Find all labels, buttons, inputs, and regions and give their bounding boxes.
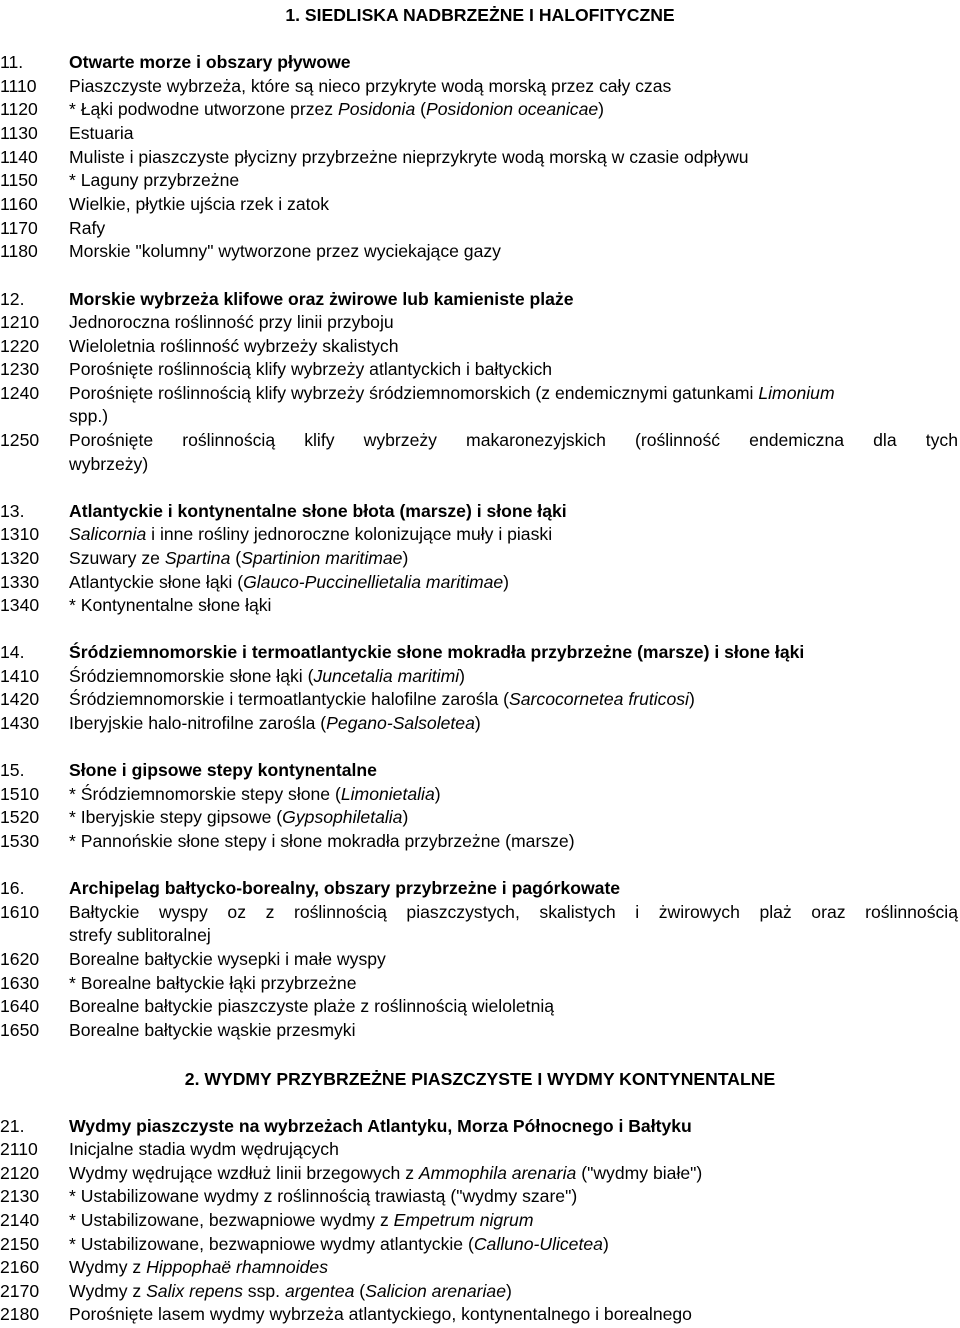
section-heading bbox=[0, 1114, 960, 1138]
habitat-name: Inicjalne stadia wydm wędrujących bbox=[69, 1139, 339, 1159]
section-title: Archipelag bałtycko-borealny, obszary przybrzeżne i pagórkowate bbox=[69, 878, 621, 898]
habitat-row bbox=[0, 664, 960, 688]
habitat-code: 1410 bbox=[0, 666, 40, 686]
habitat-name: * Ustabilizowane, bezwapniowe wydmy atlantyckie (Calluno-Ulicetea) bbox=[69, 1234, 609, 1254]
section-title: Otwarte morze i obszary pływowe bbox=[69, 52, 351, 72]
habitat-name: * Laguny przybrzeżne bbox=[69, 170, 240, 190]
section-number: 14. bbox=[0, 642, 25, 662]
habitat-row bbox=[0, 216, 960, 240]
habitat-name: Śródziemnomorskie i termoatlantyckie halofilne zarośla (Sarcocornetea fruticosi) bbox=[69, 689, 695, 709]
habitat-name: Porośnięte roślinnością klify wybrzeży makaronezyjskich (roślinność endemiczna dla tych bbox=[69, 430, 958, 450]
habitat-row bbox=[0, 947, 960, 971]
habitat-code: 1640 bbox=[0, 996, 40, 1016]
section-number: 13. bbox=[0, 501, 25, 521]
habitat-name: * Pannońskie słone stepy i słone mokradła przybrzeżne (marsze) bbox=[69, 831, 575, 851]
habitat-row bbox=[0, 1255, 960, 1279]
habitat-code: 1140 bbox=[0, 147, 38, 167]
habitat-name: Wydmy wędrujące wzdłuż linii brzegowych z Ammophila arenaria ("wydmy białe") bbox=[69, 1163, 703, 1183]
habitat-name: Atlantyckie słone łąki (Glauco-Puccinellietalia maritimae) bbox=[69, 572, 510, 592]
habitat-code: 1250 bbox=[0, 430, 40, 450]
habitat-name: Estuaria bbox=[69, 123, 134, 143]
habitat-row bbox=[0, 1184, 960, 1208]
habitat-code: 1630 bbox=[0, 973, 40, 993]
habitat-code: 1340 bbox=[0, 595, 40, 615]
habitat-row bbox=[0, 97, 960, 121]
section-number: 12. bbox=[0, 289, 25, 309]
habitat-row bbox=[0, 428, 960, 452]
habitat-code: 1330 bbox=[0, 572, 40, 592]
habitat-code: 2180 bbox=[0, 1304, 40, 1324]
habitat-row bbox=[0, 1232, 960, 1256]
habitat-row bbox=[0, 711, 960, 735]
habitat-name: * Kontynentalne słone łąki bbox=[69, 595, 272, 615]
habitat-name: Śródziemnomorskie słone łąki (Juncetalia maritimi) bbox=[69, 666, 465, 686]
habitat-code: 2150 bbox=[0, 1234, 40, 1254]
habitat-row bbox=[0, 900, 960, 924]
habitat-code: 1220 bbox=[0, 336, 40, 356]
habitat-code: 1320 bbox=[0, 548, 40, 568]
habitat-name: * Iberyjskie stepy gipsowe (Gypsophiletalia) bbox=[69, 807, 409, 827]
habitat-name: Borealne bałtyckie wysepki i małe wyspy bbox=[69, 949, 386, 969]
habitat-name: * Ustabilizowane wydmy z roślinnością trawiastą ("wydmy szare") bbox=[69, 1186, 578, 1206]
habitat-name-continued: wybrzeży) bbox=[69, 454, 149, 474]
habitat-row bbox=[0, 546, 960, 570]
habitat-code: 1180 bbox=[0, 241, 38, 261]
habitat-row-continued bbox=[0, 452, 960, 476]
habitat-name: * Ustabilizowane, bezwapniowe wydmy z Empetrum nigrum bbox=[69, 1210, 534, 1230]
habitat-code: 2130 bbox=[0, 1186, 40, 1206]
habitat-row bbox=[0, 168, 960, 192]
section-heading bbox=[0, 50, 960, 74]
habitat-code: 1240 bbox=[0, 383, 40, 403]
habitat-row bbox=[0, 192, 960, 216]
habitat-code: 1620 bbox=[0, 949, 40, 969]
section-title: Słone i gipsowe stepy kontynentalne bbox=[69, 760, 377, 780]
habitat-row bbox=[0, 74, 960, 98]
section-heading bbox=[0, 287, 960, 311]
habitat-name: Wydmy z Salix repens ssp. argentea (Salicion arenariae) bbox=[69, 1281, 512, 1301]
habitat-name: Szuwary ze Spartina (Spartinion maritimae) bbox=[69, 548, 409, 568]
habitat-row bbox=[0, 381, 960, 405]
section-number: 15. bbox=[0, 760, 25, 780]
habitat-code: 1530 bbox=[0, 831, 40, 851]
habitat-name: Wydmy z Hippophaë rhamnoides bbox=[69, 1257, 328, 1277]
habitat-row bbox=[0, 829, 960, 853]
habitat-code: 1650 bbox=[0, 1020, 40, 1040]
chapter-title: 1. SIEDLISKA NADBRZEŻNE I HALOFITYCZNE bbox=[285, 5, 675, 25]
section-number: 11. bbox=[0, 52, 24, 72]
section-heading bbox=[0, 876, 960, 900]
section-number: 21. bbox=[0, 1116, 25, 1136]
habitat-name: * Łąki podwodne utworzone przez Posidonia (Posidonion oceanicae) bbox=[69, 99, 605, 119]
habitat-code: 1120 bbox=[0, 99, 38, 119]
habitat-row bbox=[0, 570, 960, 594]
habitat-name: Morskie "kolumny" wytworzone przez wyciekające gazy bbox=[69, 241, 501, 261]
habitat-code: 1160 bbox=[0, 194, 38, 214]
section-title: Morskie wybrzeża klifowe oraz żwirowe lub kamieniste plaże bbox=[69, 289, 574, 309]
habitat-code: 1310 bbox=[0, 524, 40, 544]
section-heading bbox=[0, 758, 960, 782]
section-title: Śródziemnomorskie i termoatlantyckie słone mokradła przybrzeżne (marsze) i słone łąki bbox=[69, 642, 805, 662]
habitat-row bbox=[0, 357, 960, 381]
habitat-name: Iberyjskie halo-nitrofilne zarośla (Pegano-Salsoletea) bbox=[69, 713, 481, 733]
habitat-name: Porośnięte roślinnością klify wybrzeży atlantyckich i bałtyckich bbox=[69, 359, 553, 379]
habitat-name: Piaszczyste wybrzeża, które są nieco przykryte wodą morską przez cały czas bbox=[69, 76, 672, 96]
habitat-name: Porośnięte lasem wydmy wybrzeża atlantyckiego, kontynentalnego i borealnego bbox=[69, 1304, 692, 1324]
habitat-row-continued bbox=[0, 404, 960, 428]
habitat-name: Jednoroczna roślinność przy linii przyboju bbox=[69, 312, 394, 332]
habitat-row bbox=[0, 1137, 960, 1161]
habitat-name: Borealne bałtyckie wąskie przesmyki bbox=[69, 1020, 356, 1040]
habitat-row-continued bbox=[0, 923, 960, 947]
habitat-code: 1150 bbox=[0, 170, 38, 190]
habitat-name-continued: spp.) bbox=[69, 406, 109, 426]
habitat-code: 2160 bbox=[0, 1257, 40, 1277]
section-heading bbox=[0, 640, 960, 664]
habitat-row bbox=[0, 1302, 960, 1326]
habitat-code: 1610 bbox=[0, 902, 40, 922]
habitat-code: 1510 bbox=[0, 784, 40, 804]
habitat-row bbox=[0, 145, 960, 169]
habitat-name: Borealne bałtyckie piaszczyste plaże z roślinnością wieloletnią bbox=[69, 996, 555, 1016]
habitat-name: Porośnięte roślinnością klify wybrzeży śródziemnomorskich (z endemicznymi gatunkami Limonium bbox=[69, 383, 835, 403]
habitat-row bbox=[0, 1018, 960, 1042]
habitat-code: 1230 bbox=[0, 359, 40, 379]
habitat-row bbox=[0, 334, 960, 358]
habitat-row bbox=[0, 1208, 960, 1232]
habitat-row bbox=[0, 687, 960, 711]
section-title: Atlantyckie i kontynentalne słone błota (marsze) i słone łąki bbox=[69, 501, 567, 521]
habitat-row bbox=[0, 239, 960, 263]
habitat-row bbox=[0, 310, 960, 334]
habitat-row bbox=[0, 805, 960, 829]
habitat-code: 1520 bbox=[0, 807, 40, 827]
section-number: 16. bbox=[0, 878, 25, 898]
habitat-name: Rafy bbox=[69, 218, 106, 238]
habitat-row bbox=[0, 994, 960, 1018]
habitat-code: 2140 bbox=[0, 1210, 40, 1230]
habitat-name: * Śródziemnomorskie stepy słone (Limonietalia) bbox=[69, 784, 441, 804]
section-title: Wydmy piaszczyste na wybrzeżach Atlantyku, Morza Północnego i Bałtyku bbox=[69, 1116, 692, 1136]
habitat-code: 2110 bbox=[0, 1139, 38, 1159]
habitat-code: 1130 bbox=[0, 123, 38, 143]
habitat-code: 1420 bbox=[0, 689, 40, 709]
habitat-name-continued: strefy sublitoralnej bbox=[69, 925, 211, 945]
chapter-title: 2. WYDMY PRZYBRZEŻNE PIASZCZYSTE I WYDMY KONTYNENTALNE bbox=[184, 1069, 776, 1089]
habitat-name: * Borealne bałtyckie łąki przybrzeżne bbox=[69, 973, 357, 993]
habitat-code: 2170 bbox=[0, 1281, 40, 1301]
habitat-name: Muliste i piaszczyste płycizny przybrzeżne nieprzykryte wodą morską w czasie odpływu bbox=[69, 147, 749, 167]
habitat-row bbox=[0, 782, 960, 806]
habitat-name: Bałtyckie wyspy oz z roślinnością piaszczystych, skalistych i żwirowych plaż oraz roślinnością bbox=[69, 902, 958, 922]
section-heading bbox=[0, 499, 960, 523]
habitat-row bbox=[0, 1279, 960, 1303]
habitat-name: Wielkie, płytkie ujścia rzek i zatok bbox=[69, 194, 330, 214]
habitat-name: Salicornia i inne rośliny jednoroczne kolonizujące muły i piaski bbox=[69, 524, 553, 544]
habitat-row bbox=[0, 971, 960, 995]
habitat-code: 1210 bbox=[0, 312, 40, 332]
habitat-code: 1430 bbox=[0, 713, 40, 733]
habitat-row bbox=[0, 121, 960, 145]
habitat-name: Wieloletnia roślinność wybrzeży skalistych bbox=[69, 336, 399, 356]
habitat-row bbox=[0, 522, 960, 546]
habitat-row bbox=[0, 593, 960, 617]
habitat-code: 1110 bbox=[0, 76, 37, 96]
habitat-row bbox=[0, 1161, 960, 1185]
habitat-code: 1170 bbox=[0, 218, 38, 238]
habitat-code: 2120 bbox=[0, 1163, 40, 1183]
